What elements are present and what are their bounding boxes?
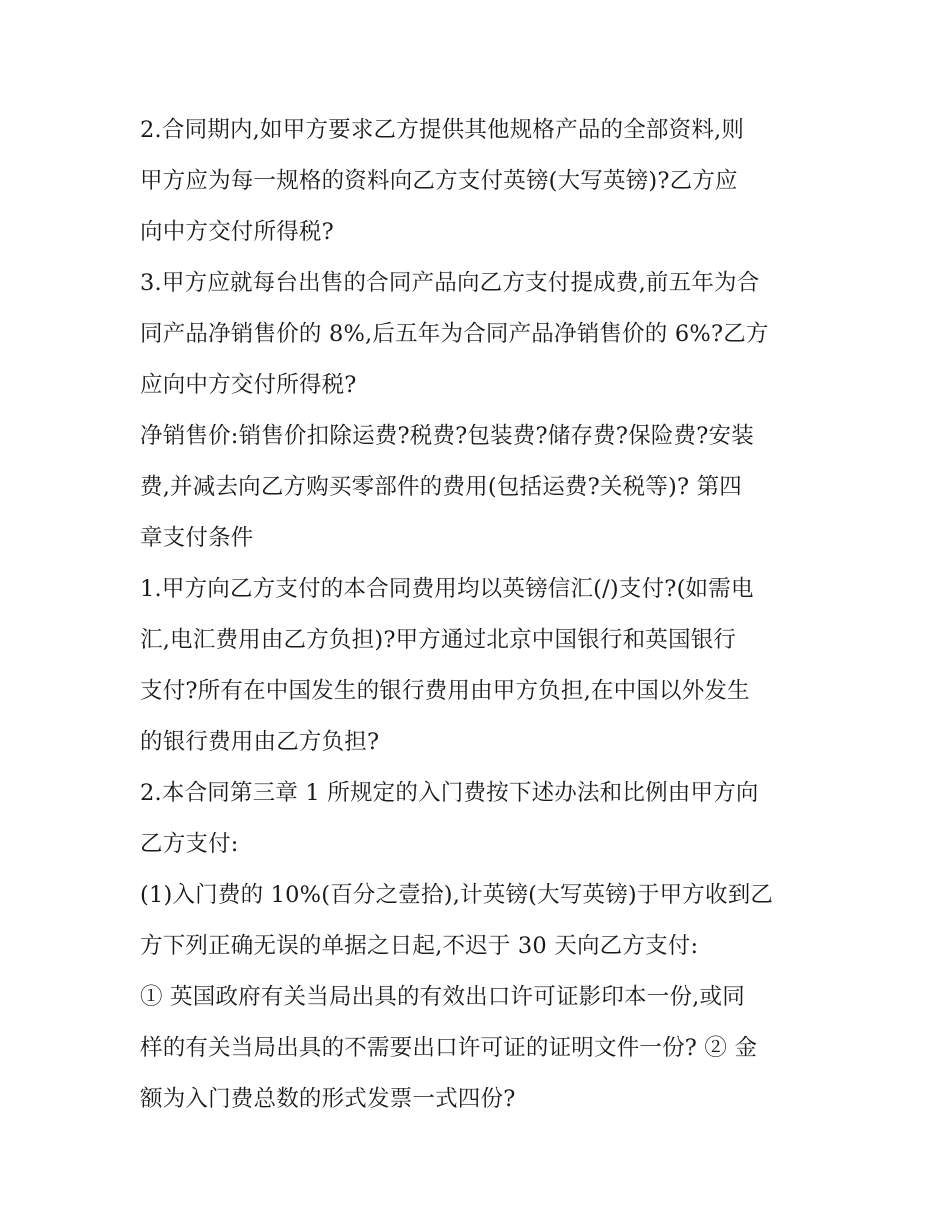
text-line: 汇,电汇费用由乙方负担)?甲方通过北京中国银行和英国银行 <box>140 627 737 653</box>
text-line: 乙方支付: <box>140 831 239 857</box>
text-line: 样的有关当局出具的不需要出口许可证的证明文件一份? ② 金 <box>140 1035 758 1061</box>
text-line: 章支付条件 <box>140 525 254 551</box>
text-line: 费,并减去向乙方购买零部件的费用(包括运费?关税等)? 第四 <box>140 474 742 500</box>
document-body <box>140 105 820 1125</box>
text-line: 净销售价:销售价扣除运费?税费?包装费?储存费?保险费?安装 <box>140 423 754 449</box>
text-line: 额为入门费总数的形式发票一式四份? <box>140 1086 516 1112</box>
text-line: 2.合同期内,如甲方要求乙方提供其他规格产品的全部资料,则 <box>140 117 745 143</box>
text-line: ① 英国政府有关当局出具的有效出口许可证影印本一份,或同 <box>140 984 745 1010</box>
text-line: 甲方应为每一规格的资料向乙方支付英镑(大写英镑)?乙方应 <box>140 168 738 194</box>
text-line: 同产品净销售价的 8%,后五年为合同产品净销售价的 6%?乙方 <box>140 321 769 347</box>
text-line: 应向中方交付所得税? <box>140 372 357 398</box>
text-line: 1.甲方向乙方支付的本合同费用均以英镑信汇(/)支付?(如需电 <box>140 576 754 602</box>
text-line: 的银行费用由乙方负担? <box>140 729 380 755</box>
text-line: 向中方交付所得税? <box>140 219 334 245</box>
text-line: 支付?所有在中国发生的银行费用由甲方负担,在中国以外发生 <box>140 678 750 704</box>
text-line: 方下列正确无误的单据之日起,不迟于 30 天向乙方支付: <box>140 933 699 959</box>
text-line: 2.本合同第三章 1 所规定的入门费按下述办法和比例由甲方向 <box>140 780 759 806</box>
text-line: (1)入门费的 10%(百分之壹拾),计英镑(大写英镑)于甲方收到乙 <box>140 882 774 908</box>
text-line: 3.甲方应就每台出售的合同产品向乙方支付提成费,前五年为合 <box>140 270 760 296</box>
